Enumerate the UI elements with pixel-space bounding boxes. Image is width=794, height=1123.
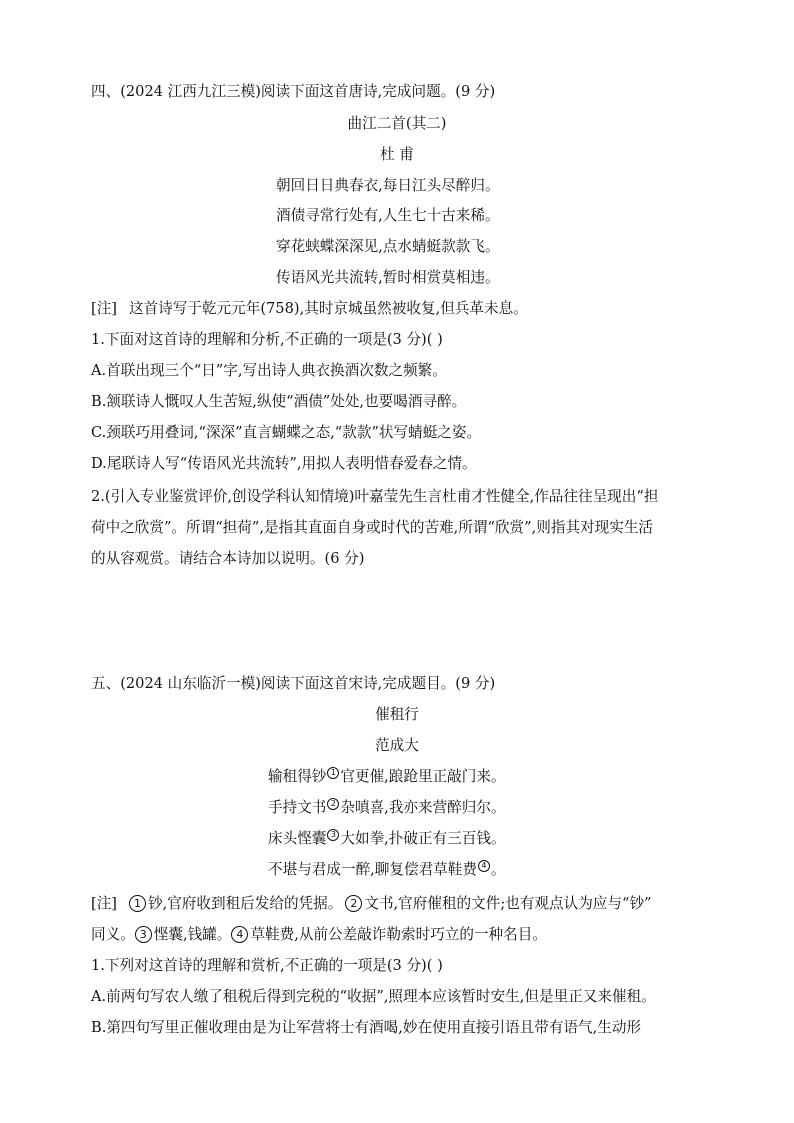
note-text: 钞,官府收到租后发给的凭据。: [147, 895, 343, 912]
section5-poem-line-1: [268, 767, 506, 787]
note-marker: 1: [129, 895, 146, 912]
footnote-marker: 3: [327, 829, 339, 841]
section5-heading: 五、(2024 山东临沂一模)阅读下面这首宋诗,完成题目。(9 分): [91, 675, 496, 692]
poem-text: 手持文书: [268, 799, 327, 816]
section4-poem-line-3: 穿花蛱蝶深深见,点水蜻蜓款款飞。: [276, 238, 500, 255]
section5-q1-stem: 1.下列对这首诗的理解和赏析,不正确的一项是(3 分)( ): [91, 957, 443, 974]
poem-text: 。: [490, 861, 506, 878]
section4-poem-title: 曲江二首(其二): [347, 115, 447, 132]
section4-q2-line-1: 2.(引入专业鉴赏评价,创设学科认知情境)叶嘉莹先生言杜甫才性健全,作品往往呈现出“担: [91, 488, 659, 505]
poem-text: 不堪与君成一醉,聊复偿君草鞋费: [268, 861, 477, 878]
footnote-marker: 2: [327, 798, 339, 810]
section4-heading: 四、(2024 江西九江三模)阅读下面这首唐诗,完成问题。(9 分): [91, 83, 496, 100]
section4-note: [91, 299, 528, 319]
poem-text: 大如拳,扑破正有三百钱。: [340, 830, 506, 847]
section5-note-label: [注]: [91, 895, 117, 912]
section4-q2-line-3: 的从容观赏。请结合本诗加以说明。(6 分): [91, 550, 365, 567]
section4-poem-line-2: 酒债寻常行处有,人生七十古来稀。: [276, 207, 500, 224]
section5-poem-line-4: [268, 860, 506, 880]
section4-q1-option-c: C.颈联巧用叠词,“深深”直言蝴蝶之态,“款款”状写蜻蜓之姿。: [91, 424, 482, 441]
note-marker: 2: [345, 895, 362, 912]
section5-note-line-2: [91, 925, 547, 945]
note-text: 悭囊,钱罐。: [153, 926, 232, 943]
footnote-marker: 4: [478, 860, 490, 872]
section5-note-line-1: [91, 894, 652, 914]
note-text: 草鞋费,从前公差敲诈勒索时巧立的一种名目。: [250, 926, 547, 943]
section5-poem-line-3: [268, 829, 506, 849]
note-text: 同义。: [91, 926, 135, 943]
note-marker: 4: [231, 926, 248, 943]
section4-q1-option-a: A.首联出现三个“日”字,写出诗人典衣换酒次数之频繁。: [91, 362, 447, 379]
note-marker: 3: [135, 926, 152, 943]
section5-poem-title: 催租行: [375, 706, 419, 723]
section4-q2-line-2: 荷中之欣赏”。所谓“担荷”,是指其直面自身或时代的苦难,所谓“欣赏”,则指其对现实生活: [91, 519, 654, 536]
poem-text: 杂嗔喜,我亦来营醉归尔。: [340, 799, 506, 816]
poem-text: 输租得钞: [268, 768, 327, 785]
section4-q1-option-d: D.尾联诗人写“传语风光共流转”,用拟人表明惜春爱春之情。: [91, 455, 477, 472]
footnote-marker: 1: [327, 767, 339, 779]
section4-q1-stem: 1.下面对这首诗的理解和分析,不正确的一项是(3 分)( ): [91, 331, 443, 348]
note-text: 文书,官府催租的文件;也有观点认为应与“钞”: [364, 895, 652, 912]
section5-q1-option-b: B.第四句写里正催收理由是为让军营将士有酒喝,妙在使用直接引语且带有语气,生动形: [91, 1019, 642, 1036]
section5-q1-option-a: A.前两句写农人缴了租税后得到完税的“收据”,照理本应该暂时安生,但是里正又来催租。: [91, 988, 656, 1005]
section4-note-label: [注]: [91, 300, 117, 317]
section5-author: 范成大: [375, 737, 419, 754]
poem-text: 床头悭囊: [268, 830, 327, 847]
section5-poem-line-2: [268, 798, 506, 818]
section4-q1-option-b: B.颔联诗人慨叹人生苦短,纵使“酒债”处处,也要喝酒寻醉。: [91, 393, 467, 410]
section4-poem-line-4: 传语风光共流转,暂时相赏莫相违。: [276, 269, 500, 286]
section4-author: 杜 甫: [380, 146, 414, 163]
poem-text: 官更催,踉跄里正敲门来。: [340, 768, 506, 785]
section4-poem-line-1: 朝回日日典春衣,每日江头尽醉归。: [276, 177, 500, 194]
section4-note-text: 这首诗写于乾元元年(758),其时京城虽然被收复,但兵革未息。: [128, 300, 528, 317]
